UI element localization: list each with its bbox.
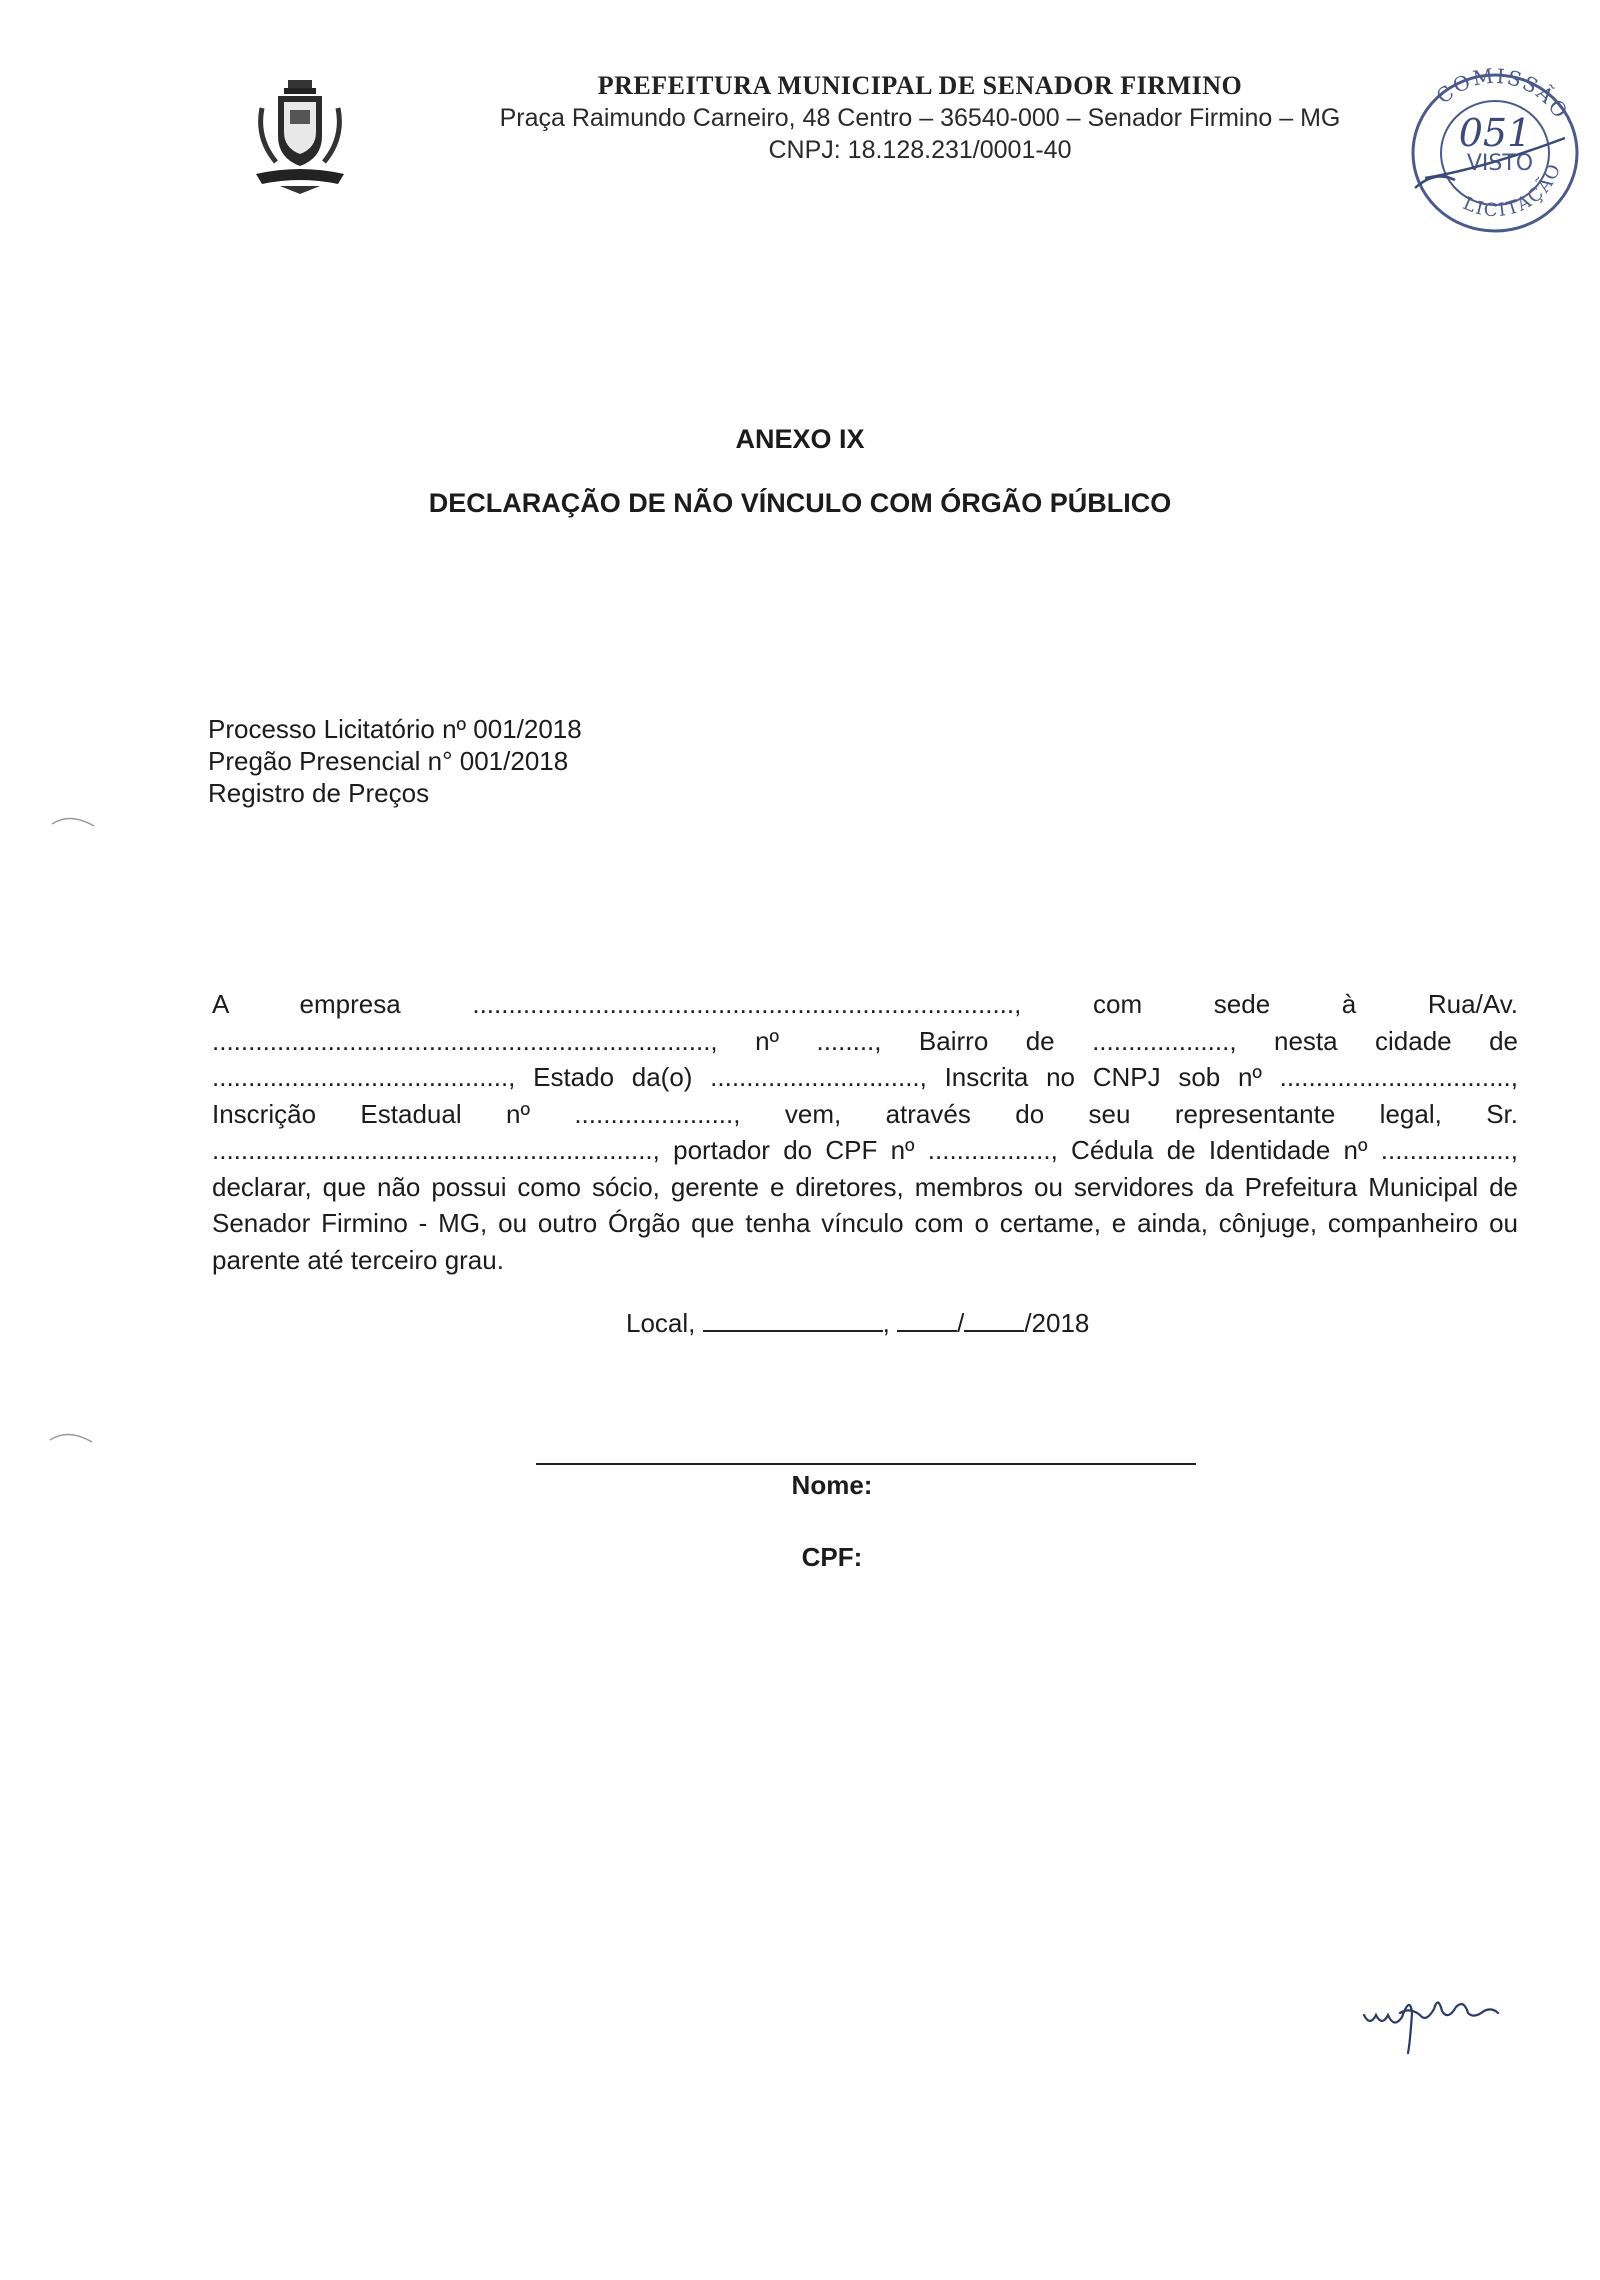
date-place-line [626, 1306, 1089, 1339]
org-address: Praça Raimundo Carneiro, 48 Centro – 36540-000 – Senador Firmino – MG [499, 104, 1341, 132]
declaration-title: DECLARAÇÃO DE NÃO VÍNCULO COM ÓRGÃO PÚBLICO [428, 488, 1172, 518]
day-blank [897, 1306, 957, 1332]
local-label: Local, [626, 1308, 696, 1338]
name-label: Nome: [791, 1470, 873, 1500]
local-comma: , [882, 1308, 890, 1338]
scan-mark-icon [48, 1428, 94, 1444]
org-name: PREFEITURA MUNICIPAL DE SENADOR FIRMINO [597, 71, 1243, 100]
date-slash: / [957, 1308, 965, 1338]
commission-stamp-icon [1395, 58, 1595, 238]
price-registry: Registro de Preços [208, 778, 430, 808]
local-blank [703, 1306, 883, 1332]
process-references [208, 713, 582, 809]
process-number: Processo Licitatório nº 001/2018 [208, 714, 582, 744]
declaration-paragraph: A empresa ..........................................................................., com sede à Rua/Av. ....................................................................., nº ........, Bairro de ..................., nesta cidade de ........................................., Estado da(o) ............................., Inscrita no CNPJ sob nº ................................, Inscrição Estadual nº ......................, vem, através do seu representante legal, Sr. ............................................................., portador do CPF nº ................., Cédula de Identidade nº .................., declarar, que não possui como sócio, gerente e diretores, membros ou servidores da Prefeitura Municipal de Senador Firmino - MG, ou outro Órgão que tenha vínculo com o certame, e ainda, cônjuge, companheiro ou parente até terceiro grau. [212, 989, 1518, 1275]
stamp-text-top: COMISSÃO [1431, 63, 1574, 124]
municipal-coat-of-arms-icon [250, 78, 350, 196]
letterhead [430, 70, 1410, 166]
signature-line [536, 1463, 1196, 1465]
annex-title: ANEXO IX [735, 424, 865, 454]
cpf-label: CPF: [801, 1542, 863, 1572]
scan-mark-icon [50, 812, 96, 828]
auction-number: Pregão Presencial n° 001/2018 [208, 746, 569, 776]
org-cnpj: CNPJ: 18.128.231/0001-40 [768, 136, 1072, 164]
stamp-handwritten-number: 051 [1458, 111, 1532, 155]
stamp-text-middle: VISTO [1466, 151, 1534, 176]
date-year: /2018 [1024, 1308, 1090, 1338]
handwritten-initials-icon [1360, 1985, 1520, 2055]
month-blank [964, 1306, 1024, 1332]
stamp-text-bottom: LICITAÇÃO [1459, 159, 1566, 222]
